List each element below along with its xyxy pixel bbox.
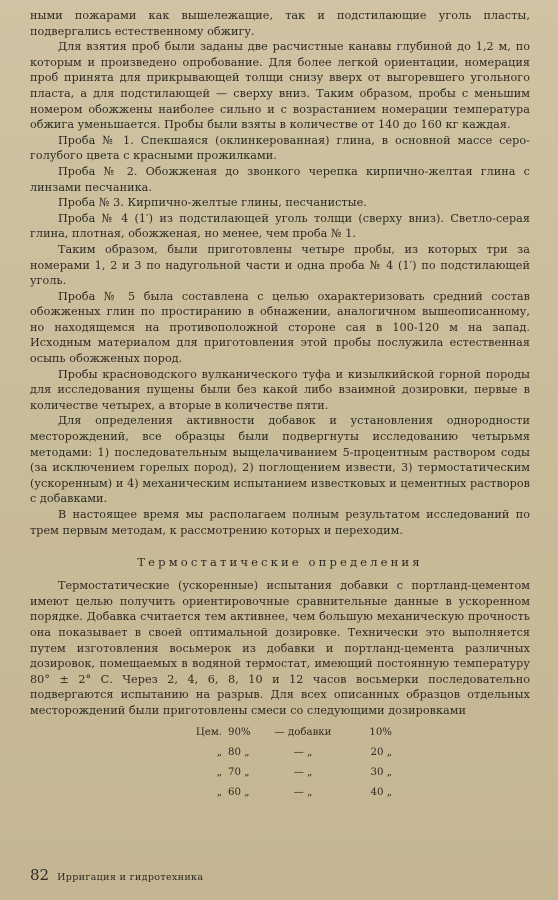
p-sample-5: Проба № 5 была составлена с целью охарактеризовать средний состав обожженых глин по простиранию в обнажении, аналогичном вышеописанному, но находящемся на противоположной стороне сая в 100-120 м на запад. Исходным материалом для приготовления этой пробы послужила естественная осыпь обожженых пород. [30, 289, 530, 366]
journal-title: Ирригация и гидротехника [57, 872, 204, 883]
p-tuff: Пробы красноводского вулканического туфа и кизылкийской горной породы для исследования пущены были без какой либо взаимной дозировки, первые в количестве четырех, а вторые в количестве пяти. [30, 367, 530, 412]
p-four-samples: Таким образом, были приготовлены четыре пробы, из которых три за номерами 1, 2 и 3 по надугольной части и одна проба № 4 (1′) по подстилающей уголь. [30, 242, 530, 288]
p-sample-3: Проба № 3. Кирпично-желтые глины, песчанистые. [58, 196, 367, 210]
dosage-additive: 20 „ [370, 746, 392, 758]
p-sample-4: Проба № 4 (1′) из подстилающей уголь толщи (сверху вниз). Светло-серая глина, плотная, обожженая, но менее, чем проба № 1. [30, 211, 530, 241]
thermo-paragraph: Термостатические (ускоренные) испытания добавки с портланд-цементом имеют целью получить ориентировочные сравнительные данные в ускоренном порядке. Добавка считается тем активнее, чем большую механическую прочность она показывает в своей оптимальной дозировке. Технически это выполняется путем изготовления восьмерок из добавки и портланд-цемента различных дозировок, помещаемых в водяной термостат, имеющий постоянную температуру 80° ± 2° С. Через 2, 4, 6, 8, 10 и 12 часов восьмерки последовательно подвергаются испытанию на разрыв. Для всех описанных образцов отдельных месторождений были приготовлены смеси со следующими дозировками [30, 579, 530, 717]
dosage-label: Цем. [195, 726, 222, 738]
p-sample-2: Проба № 2. Обожженая до звонкого черепка кирпично-желтая глина с линзами песчаника. [30, 164, 530, 194]
section-title: Термостатические определения [137, 555, 423, 570]
body-text [30, 8, 530, 538]
dosage-sep: — „ [293, 786, 313, 798]
p-results: В настоящее время мы располагаем полным результатом исследований по трем первым методам, к рассмотрению которых и переходим. [30, 508, 530, 537]
dosage-cement: 60 „ [228, 786, 250, 798]
dosage-sep: — „ [293, 766, 313, 778]
dosage-label: „ [216, 746, 222, 758]
dosage-additive: 30 „ [370, 766, 392, 778]
p-sampling: Для взятия проб были заданы две расчистные канавы глубиной до 1,2 м, по которым и произведено опробование. Для более легкой ориентации, номерация проб принята для прикрывающей толщи снизу вверх от выгоревшего угольного пласта, а для подстилающей — сверху вниз. Таким образом, пробы с меньшим номером обожжены наиболее сильно и с возрастанием номерации температура обжига уменьшается. Пробы были взяты в количестве от 140 до 160 кг каждая. [30, 40, 530, 132]
dosage-row [30, 723, 530, 743]
p-sample-1: Проба № 1. Спекшаяся (оклинкерованная) глина, в основной массе серо-голубого цвета с красными прожилками. [30, 133, 530, 163]
page-number: 82 [30, 866, 50, 884]
dosage-table [30, 723, 530, 803]
page-footer [30, 866, 203, 884]
dosage-additive: 10% [369, 726, 392, 738]
dosage-cement: 80 „ [228, 746, 250, 758]
dosage-label: „ [216, 766, 222, 778]
dosage-cement: 70 „ [228, 766, 250, 778]
dosage-additive: 40 „ [370, 786, 392, 798]
dosage-row [30, 783, 530, 803]
dosage-row [30, 743, 530, 763]
dosage-sep: — „ [293, 746, 313, 758]
p-continuation: ными пожарами как вышележащие, так и подстилающие уголь пласты, подвергались естественному обжигу. [30, 9, 530, 38]
dosage-label: „ [216, 786, 222, 798]
dosage-cement: 90% [228, 726, 251, 738]
dosage-sep: — добавки [274, 726, 332, 738]
p-methods: Для определения активности добавок и установления однородности месторождений, все образцы были подвергнуты исследованию четырьмя методами: 1) последовательным выщелачиванием 5-процентным раствором соды (за исключением горелых пород), 2) поглощением извести, 3) термостатическим (ускоренным) и 4) механическим испытанием известковых и цементных растворов с добавками. [30, 414, 530, 506]
dosage-row [30, 763, 530, 783]
